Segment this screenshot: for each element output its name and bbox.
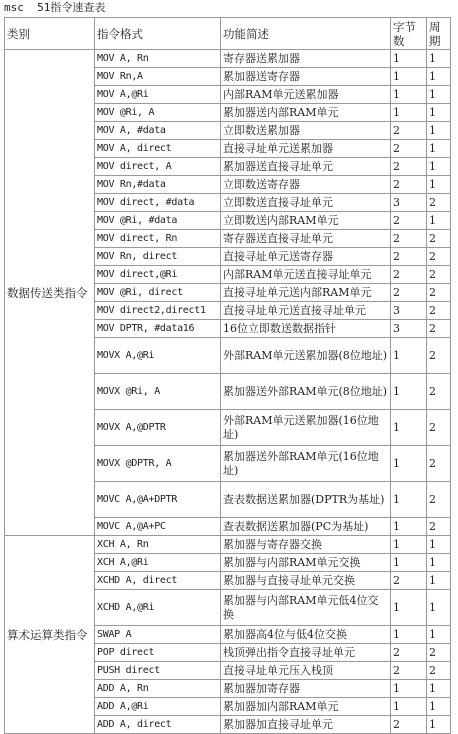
cycles-cell: 2 [427, 284, 451, 302]
bytes-cell: 2 [391, 122, 427, 140]
cycles-cell: 1 [427, 626, 451, 644]
cycles-cell: 2 [427, 644, 451, 662]
format-cell: MOVX @DPTR, A [95, 446, 221, 482]
description-cell: 累加器送寄存器 [221, 68, 391, 86]
cycles-cell: 2 [427, 248, 451, 266]
cycles-cell: 1 [427, 50, 451, 68]
bytes-cell: 2 [391, 230, 427, 248]
instruction-table [4, 17, 451, 734]
format-cell: POP direct [95, 644, 221, 662]
format-cell: MOVX @Ri, A [95, 374, 221, 410]
cycles-cell: 2 [427, 374, 451, 410]
description-cell: 寄存器送累加器 [221, 50, 391, 68]
description-cell: 内部RAM单元送累加器 [221, 86, 391, 104]
bytes-cell: 1 [391, 338, 427, 374]
cycles-cell: 2 [427, 266, 451, 284]
cycles-cell: 2 [427, 230, 451, 248]
cycles-cell: 1 [427, 86, 451, 104]
bytes-cell: 1 [391, 68, 427, 86]
bytes-cell: 1 [391, 518, 427, 536]
bytes-cell: 3 [391, 302, 427, 320]
cycles-cell: 2 [427, 338, 451, 374]
cycles-cell: 2 [427, 662, 451, 680]
description-cell: 查表数据送累加器(DPTR为基址) [221, 482, 391, 518]
category-cell: 数据传送类指令 [5, 50, 95, 536]
format-cell: MOVC A,@A+DPTR [95, 482, 221, 518]
cycles-cell: 1 [427, 176, 451, 194]
bytes-cell: 3 [391, 194, 427, 212]
cycles-cell: 2 [427, 482, 451, 518]
cycles-cell: 1 [427, 716, 451, 734]
description-cell: 立即数送累加器 [221, 122, 391, 140]
bytes-cell: 2 [391, 248, 427, 266]
cycles-cell: 2 [427, 302, 451, 320]
format-cell: MOVX A,@Ri [95, 338, 221, 374]
bytes-cell: 2 [391, 266, 427, 284]
table-row [5, 50, 451, 68]
bytes-cell: 2 [391, 662, 427, 680]
bytes-cell: 1 [391, 590, 427, 626]
bytes-cell: 1 [391, 374, 427, 410]
bytes-cell: 1 [391, 104, 427, 122]
bytes-cell: 2 [391, 212, 427, 230]
cycles-cell: 1 [427, 68, 451, 86]
cycles-cell: 2 [427, 518, 451, 536]
bytes-cell: 1 [391, 698, 427, 716]
format-cell: MOV direct, Rn [95, 230, 221, 248]
category-cell: 算术运算类指令 [5, 536, 95, 734]
bytes-cell: 1 [391, 86, 427, 104]
description-cell: 外部RAM单元送累加器(8位地址) [221, 338, 391, 374]
description-cell: 直接寻址单元送寄存器 [221, 248, 391, 266]
format-cell: ADD A,@Ri [95, 698, 221, 716]
format-cell: MOV A, #data [95, 122, 221, 140]
format-cell: SWAP A [95, 626, 221, 644]
cycles-cell: 1 [427, 158, 451, 176]
description-cell: 累加器高4位与低4位交换 [221, 626, 391, 644]
bytes-cell: 2 [391, 644, 427, 662]
header-description: 功能简述 [221, 18, 391, 50]
format-cell: XCH A,@Ri [95, 554, 221, 572]
description-cell: 立即数送直接寻址单元 [221, 194, 391, 212]
cycles-cell: 2 [427, 410, 451, 446]
table-header-row [5, 18, 451, 50]
format-cell: ADD A, Rn [95, 680, 221, 698]
bytes-cell: 1 [391, 446, 427, 482]
bytes-cell: 2 [391, 176, 427, 194]
bytes-cell: 1 [391, 410, 427, 446]
bytes-cell: 1 [391, 50, 427, 68]
description-cell: 累加器与内部RAM单元低4位交换 [221, 590, 391, 626]
description-cell: 外部RAM单元送累加器(16位地址) [221, 410, 391, 446]
cycles-cell: 1 [427, 140, 451, 158]
table-body [5, 50, 451, 734]
bytes-cell: 1 [391, 536, 427, 554]
description-cell: 内部RAM单元送直接寻址单元 [221, 266, 391, 284]
description-cell: 累加器与内部RAM单元交换 [221, 554, 391, 572]
description-cell: 16位立即数送数据指针 [221, 320, 391, 338]
cycles-cell: 2 [427, 446, 451, 482]
cycles-cell: 1 [427, 104, 451, 122]
format-cell: MOV Rn,#data [95, 176, 221, 194]
header-category: 类别 [5, 18, 95, 50]
format-cell: MOV direct, A [95, 158, 221, 176]
cycles-cell: 1 [427, 590, 451, 626]
bytes-cell: 2 [391, 158, 427, 176]
bytes-cell: 2 [391, 284, 427, 302]
header-cycles: 周期 [427, 18, 451, 50]
bytes-cell: 2 [391, 140, 427, 158]
bytes-cell: 1 [391, 482, 427, 518]
description-cell: 直接寻址单元送内部RAM单元 [221, 284, 391, 302]
format-cell: MOV direct,@Ri [95, 266, 221, 284]
description-cell: 累加器送直接寻址单元 [221, 158, 391, 176]
description-cell: 累加器与寄存器交换 [221, 536, 391, 554]
header-bytes: 字节数 [391, 18, 427, 50]
format-cell: MOVX A,@DPTR [95, 410, 221, 446]
description-cell: 累加器送外部RAM单元(16位地址) [221, 446, 391, 482]
cycles-cell: 1 [427, 680, 451, 698]
description-cell: 累加器加寄存器 [221, 680, 391, 698]
format-cell: PUSH direct [95, 662, 221, 680]
description-cell: 累加器加内部RAM单元 [221, 698, 391, 716]
cycles-cell: 1 [427, 536, 451, 554]
format-cell: MOV Rn, direct [95, 248, 221, 266]
format-cell: MOV DPTR, #data16 [95, 320, 221, 338]
page-title: msc 51指令速查表 [4, 1, 106, 14]
format-cell: MOV Rn,A [95, 68, 221, 86]
format-cell: MOV direct, #data [95, 194, 221, 212]
cycles-cell: 1 [427, 698, 451, 716]
format-cell: MOV @Ri, A [95, 104, 221, 122]
bytes-cell: 1 [391, 626, 427, 644]
cycles-cell: 1 [427, 212, 451, 230]
cycles-cell: 1 [427, 122, 451, 140]
description-cell: 立即数送内部RAM单元 [221, 212, 391, 230]
description-cell: 累加器送外部RAM单元(8位地址) [221, 374, 391, 410]
bytes-cell: 2 [391, 572, 427, 590]
cycles-cell: 2 [427, 194, 451, 212]
format-cell: MOV A,@Ri [95, 86, 221, 104]
cycles-cell: 1 [427, 572, 451, 590]
description-cell: 累加器加直接寻址单元 [221, 716, 391, 734]
description-cell: 栈顶弹出指令直接寻址单元 [221, 644, 391, 662]
bytes-cell: 1 [391, 680, 427, 698]
format-cell: MOV @Ri, direct [95, 284, 221, 302]
format-cell: MOVC A,@A+PC [95, 518, 221, 536]
description-cell: 查表数据送累加器(PC为基址) [221, 518, 391, 536]
format-cell: MOV direct2,direct1 [95, 302, 221, 320]
cycles-cell: 2 [427, 320, 451, 338]
format-cell: XCHD A,@Ri [95, 590, 221, 626]
format-cell: MOV @Ri, #data [95, 212, 221, 230]
bytes-cell: 1 [391, 554, 427, 572]
bytes-cell: 3 [391, 320, 427, 338]
description-cell: 立即数送寄存器 [221, 176, 391, 194]
description-cell: 累加器送内部RAM单元 [221, 104, 391, 122]
description-cell: 累加器与直接寻址单元交换 [221, 572, 391, 590]
format-cell: ADD A, direct [95, 716, 221, 734]
description-cell: 直接寻址单元送直接寻址单元 [221, 302, 391, 320]
bytes-cell: 2 [391, 716, 427, 734]
description-cell: 寄存器送直接寻址单元 [221, 230, 391, 248]
table-row [5, 536, 451, 554]
format-cell: MOV A, direct [95, 140, 221, 158]
description-cell: 直接寻址单元压入栈顶 [221, 662, 391, 680]
description-cell: 直接寻址单元送累加器 [221, 140, 391, 158]
format-cell: XCHD A, direct [95, 572, 221, 590]
format-cell: MOV A, Rn [95, 50, 221, 68]
header-format: 指令格式 [95, 18, 221, 50]
format-cell: XCH A, Rn [95, 536, 221, 554]
cycles-cell: 1 [427, 554, 451, 572]
